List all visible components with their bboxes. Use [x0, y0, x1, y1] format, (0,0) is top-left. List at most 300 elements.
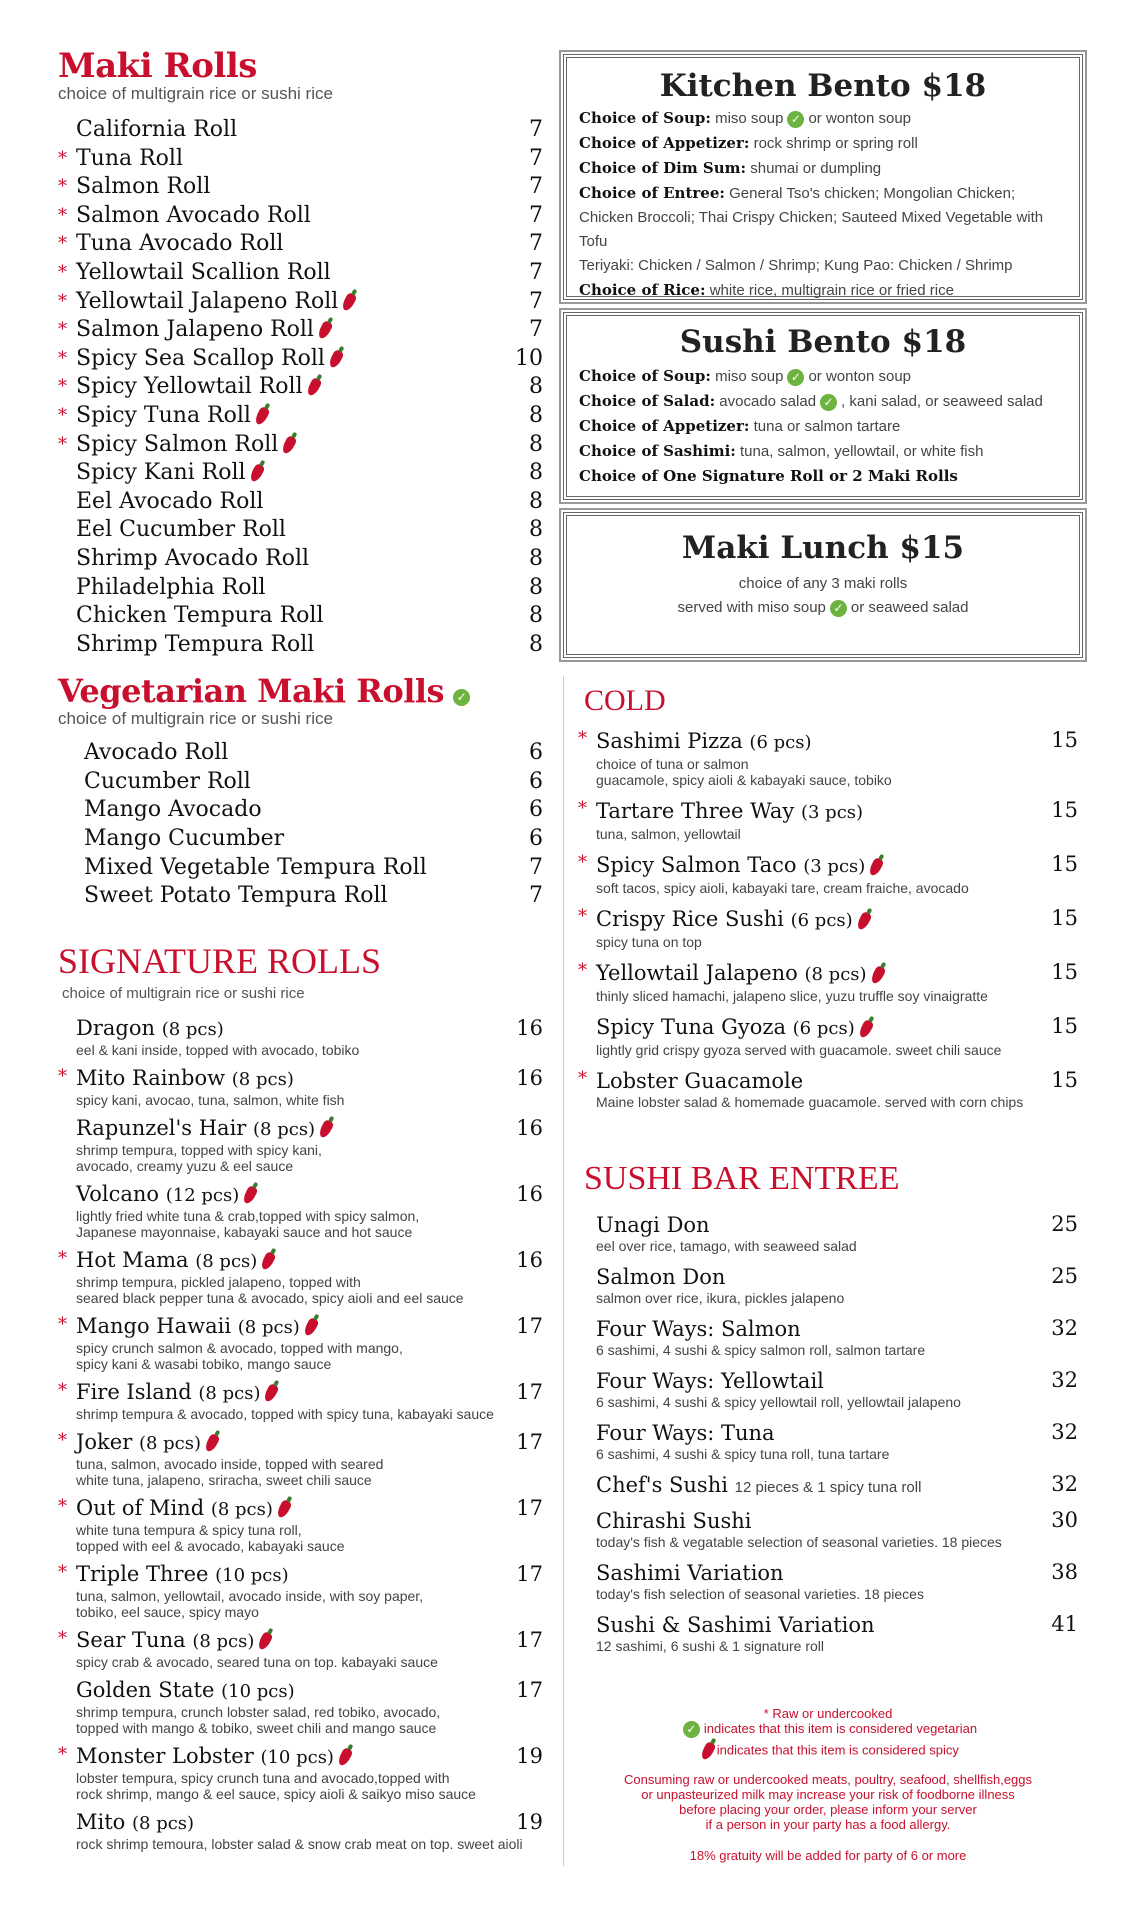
item-description: 6 sashimi, 4 sushi & spicy tuna roll, tuna tartare [596, 1446, 890, 1462]
list-item [58, 1066, 543, 1108]
item-name: Sweet Potato Tempura Roll [84, 883, 388, 909]
list-item [58, 1744, 543, 1802]
item-title [76, 1744, 543, 1770]
chili-pepper-icon [857, 1018, 874, 1039]
list-item [58, 1380, 543, 1422]
item-name: Chirashi Sushi [596, 1509, 752, 1533]
item-name: Sashimi Variation [596, 1561, 784, 1585]
cold-list [578, 728, 1078, 1110]
item-pcs: (3 pcs) [800, 802, 864, 823]
veg-title: Vegetarian Maki Rolls [58, 672, 445, 711]
item-description: salmon over rice, ikura, pickles jalapeno [596, 1290, 845, 1306]
item-name: Sear Tuna [76, 1627, 186, 1652]
bento-label: Choice of Dim Sum: [579, 159, 747, 177]
chili-pepper-icon [248, 463, 265, 484]
item-name: Mango Hawaii [76, 1313, 232, 1338]
item-title [596, 798, 1078, 826]
item-name: Mixed Vegetable Tempura Roll [84, 854, 427, 880]
item-description: topped with eel & avocado, kabayaki sauce [76, 1537, 345, 1554]
sushi-bento-title: Sushi Bento $18 [679, 324, 967, 360]
item-title [76, 1628, 543, 1654]
item-name: Tuna Roll [76, 145, 184, 171]
raw-star: * [578, 1068, 587, 1089]
item-price: 7 [529, 174, 543, 200]
item-description: Japanese mayonnaise, kabayaki sauce and hot sauce [76, 1223, 413, 1240]
item-price: 19 [516, 1809, 543, 1834]
item-name: Yellowtail Scallion Roll [76, 259, 331, 285]
item-price: 25 [1051, 1264, 1078, 1288]
item-title [596, 960, 1078, 988]
item-price: 17 [516, 1379, 543, 1404]
bento-label: Choice of Appetizer: [579, 134, 750, 152]
list-item [58, 1314, 543, 1372]
bento-label: Choice of Rice: [579, 281, 706, 299]
list-item [58, 402, 543, 431]
item-description: choice of tuna or salmon [596, 756, 749, 772]
item-title [596, 1264, 1078, 1290]
item-name: Salmon Don [596, 1265, 726, 1289]
item-price: 17 [516, 1429, 543, 1454]
item-description: tuna, salmon, avocado inside, topped with seared [76, 1455, 384, 1472]
item-price: 7 [529, 231, 543, 257]
raw-star: * [58, 376, 67, 398]
item-name: Spicy Yellowtail Roll [76, 374, 303, 400]
list-item [578, 1212, 1078, 1254]
chili-pepper-icon [281, 434, 298, 455]
item-price: 17 [516, 1495, 543, 1520]
chili-pepper-icon [869, 964, 886, 985]
item-description: lightly grid crispy gyoza served with guacamole. sweet chili sauce [596, 1042, 1002, 1058]
item-title [76, 1562, 543, 1588]
chili-pepper-icon [855, 910, 872, 931]
item-price: 8 [529, 402, 543, 428]
bento-label: Choice of One Signature Roll or 2 Maki Rolls [579, 467, 958, 485]
item-pcs: (8 pcs) [237, 1316, 300, 1338]
maki-lunch-line2a: served with miso soup [677, 599, 826, 616]
item-name: California Roll [76, 117, 238, 142]
raw-star: * [58, 1743, 67, 1765]
item-price: 15 [1051, 906, 1078, 930]
item-price: 16 [516, 1015, 543, 1040]
chili-pepper-icon [327, 348, 344, 369]
maki-title: Maki Rolls [58, 46, 257, 86]
chili-pepper-icon [336, 1747, 353, 1768]
item-name: Unagi Don [596, 1213, 710, 1237]
item-name: Golden State [76, 1677, 215, 1702]
legend [578, 1706, 1078, 1863]
item-name: Spicy Salmon Roll [76, 431, 279, 457]
legend-spicy [578, 1742, 1078, 1760]
item-description: lobster tempura, spicy crunch tuna and avocado,topped with [76, 1769, 450, 1786]
item-name: Out of Mind [76, 1495, 205, 1520]
list-item [58, 145, 543, 174]
item-description: spicy kani, avocao, tuna, salmon, white fish [76, 1091, 345, 1108]
item-title [76, 1066, 543, 1092]
list-item [58, 116, 543, 145]
chili-pepper-icon [341, 291, 358, 312]
raw-star: * [58, 1379, 67, 1401]
item-pcs: (6 pcs) [749, 732, 812, 753]
item-price: 8 [529, 603, 543, 629]
item-name: Spicy Tuna Roll [76, 402, 251, 428]
bento-label: Choice of Salad: [579, 392, 716, 410]
gratuity-note: 18% gratuity will be added for party of 6 or more [689, 1848, 967, 1864]
item-name: Yellowtail Jalapeno [596, 961, 798, 985]
item-name: Volcano [76, 1181, 160, 1206]
raw-star: * [58, 1313, 67, 1335]
item-title [76, 1314, 543, 1340]
item-title [596, 1068, 1078, 1094]
item-name: Spicy Tuna Gyoza [596, 1015, 786, 1039]
check-circle-icon: ✓ [820, 394, 837, 411]
list-item [58, 631, 543, 660]
bento-label: Choice of Soup: [579, 109, 711, 127]
item-price: 7 [529, 288, 543, 314]
bento-text: miso soup [715, 368, 784, 385]
chili-pepper-icon [263, 1383, 280, 1404]
list-item [58, 574, 543, 603]
check-circle-icon: ✓ [683, 1721, 700, 1738]
check-circle-icon: ✓ [453, 689, 470, 706]
item-name: Joker [76, 1429, 133, 1454]
sushi-bento-box [563, 312, 1083, 500]
list-item [578, 1612, 1078, 1654]
maki-lunch-box [563, 512, 1083, 658]
item-name: Mango Cucumber [84, 826, 285, 852]
maki-lunch-line2b: or seaweed salad [850, 599, 969, 616]
maki-subtitle: choice of multigrain rice or sushi rice [58, 84, 333, 103]
item-price: 16 [516, 1181, 543, 1206]
item-price: 19 [516, 1743, 543, 1768]
list-item [58, 459, 543, 488]
item-price: 15 [1051, 1014, 1078, 1038]
item-title [76, 1430, 543, 1456]
list-item [58, 516, 543, 545]
list-item [58, 230, 543, 259]
raw-star: * [58, 1065, 67, 1087]
item-price: 8 [529, 488, 543, 514]
item-price: 7 [529, 317, 543, 343]
item-price: 25 [1051, 1212, 1078, 1236]
item-name: Shrimp Tempura Roll [76, 631, 315, 657]
entree-list [578, 1212, 1078, 1654]
item-name: Shrimp Avocado Roll [76, 545, 310, 571]
item-name: Eel Avocado Roll [76, 488, 264, 514]
item-description: today's fish selection of seasonal varieties. 18 pieces [596, 1586, 924, 1602]
maki-lunch-title: Maki Lunch $15 [681, 530, 965, 566]
list-item [58, 488, 543, 517]
bento-text: white rice, multigrain rice or fried rice [709, 282, 954, 299]
list-item [58, 1810, 543, 1852]
raw-star: * [58, 261, 67, 283]
item-price: 8 [529, 631, 543, 657]
list-item [578, 852, 1078, 896]
item-description: avocado, creamy yuzu & eel sauce [76, 1157, 294, 1174]
item-pcs: (6 pcs) [792, 1018, 855, 1039]
list-item [58, 1182, 543, 1240]
item-price: 6 [529, 797, 543, 823]
item-title [76, 1496, 543, 1522]
item-title [76, 1116, 543, 1142]
cold-title: COLD [584, 684, 666, 717]
item-name: Hot Mama [76, 1247, 189, 1272]
chili-pepper-icon [868, 856, 885, 877]
item-pcs: (8 pcs) [253, 1118, 316, 1140]
item-description: shrimp tempura, crunch lobster salad, red tobiko, avocado, [76, 1703, 441, 1720]
item-name: Spicy Salmon Taco [596, 853, 797, 877]
item-title [596, 1368, 1078, 1394]
item-price: 32 [1051, 1316, 1078, 1340]
item-name: Mango Avocado [84, 797, 262, 823]
list-item [58, 1248, 543, 1306]
item-name: Avocado Roll [84, 740, 229, 766]
item-description: today's fish & vegatable selection of seasonal varieties. 18 pieces [596, 1534, 1002, 1550]
item-pcs: (8 pcs) [192, 1630, 255, 1652]
list-item [58, 259, 543, 288]
item-name: Crispy Rice Sushi [596, 907, 784, 931]
raw-star: * [58, 1561, 67, 1583]
list-item [58, 1430, 543, 1488]
item-title [76, 1810, 543, 1836]
raw-star: * [58, 1495, 67, 1517]
raw-star: * [58, 1429, 67, 1451]
item-name: Rapunzel's Hair [76, 1115, 247, 1140]
item-description: thinly sliced hamachi, jalapeno slice, yuzu truffle soy vinaigratte [596, 988, 988, 1004]
list-item [58, 173, 543, 202]
list-item [66, 768, 543, 797]
item-description: eel over rice, tamago, with seaweed salad [596, 1238, 857, 1254]
bento-line [579, 278, 1067, 303]
list-item [66, 882, 543, 911]
item-name: Philadelphia Roll [76, 574, 266, 600]
list-item [58, 1116, 543, 1174]
item-title [596, 1420, 1078, 1446]
item-price: 15 [1051, 798, 1078, 822]
bento-line [579, 181, 1067, 206]
check-circle-icon: ✓ [787, 369, 804, 386]
item-price: 30 [1051, 1508, 1078, 1532]
item-name: Salmon Avocado Roll [76, 202, 311, 228]
item-title [596, 1472, 1078, 1498]
bento-text: tuna or salmon tartare [753, 418, 901, 435]
bento-text: General Tso's chicken; Mongolian Chicken; [729, 185, 1016, 202]
item-price: 7 [529, 259, 543, 285]
item-description: spicy crunch salmon & avocado, topped with mango, [76, 1339, 403, 1356]
item-description: tuna, salmon, yellowtail, avocado inside, with soy paper, [76, 1587, 424, 1604]
item-description: shrimp tempura, pickled jalapeno, topped with [76, 1273, 361, 1290]
item-title [76, 1248, 543, 1274]
list-item [58, 431, 543, 460]
item-price: 15 [1051, 960, 1078, 984]
item-pcs: (10 pcs) [215, 1564, 289, 1586]
item-price: 7 [529, 883, 543, 909]
list-item [58, 1016, 543, 1058]
item-price: 17 [516, 1677, 543, 1702]
item-description: seared black pepper tuna & avocado, spicy aioli and eel sauce [76, 1289, 464, 1306]
item-pcs: (12 pcs) [165, 1184, 240, 1206]
item-title [596, 852, 1078, 880]
bento-line [579, 131, 1067, 156]
raw-star: * [578, 798, 587, 819]
item-name: Triple Three [76, 1561, 209, 1586]
bento-text: shumai or dumpling [750, 160, 882, 177]
item-name: Four Ways: Salmon [596, 1317, 801, 1341]
legend-spicy-text: indicates that this item is considered spicy [716, 1742, 959, 1758]
bento-line [579, 106, 1067, 131]
item-pcs: (8 pcs) [804, 964, 867, 985]
item-description: topped with mango & tobiko, sweet chili and mango sauce [76, 1719, 437, 1736]
raw-star: * [58, 290, 67, 312]
list-item [58, 202, 543, 231]
item-name: Monster Lobster [76, 1743, 254, 1768]
item-description: tobiko, eel sauce, spicy mayo [76, 1603, 259, 1620]
signature-subtitle: choice of multigrain rice or sushi rice [62, 984, 305, 1002]
list-item [578, 1420, 1078, 1462]
bento-line [579, 414, 1067, 439]
item-description: 12 sashimi, 6 sushi & 1 signature roll [596, 1638, 824, 1654]
item-name: Chef's Sushi [596, 1473, 728, 1497]
bento-label: Choice of Appetizer: [579, 417, 750, 435]
veg-header [58, 673, 543, 709]
chili-pepper-icon [260, 1251, 277, 1272]
raw-star: * [58, 233, 67, 255]
list-item [58, 545, 543, 574]
raw-star: * [578, 960, 587, 981]
item-pcs: (8 pcs) [132, 1812, 195, 1834]
item-price: 6 [529, 768, 543, 794]
bento-label: Choice of Sashimi: [579, 442, 736, 460]
item-price: 10 [515, 345, 543, 371]
item-price: 32 [1051, 1368, 1078, 1392]
list-item [578, 1014, 1078, 1058]
item-price: 41 [1051, 1612, 1078, 1636]
item-price: 8 [529, 431, 543, 457]
chili-pepper-icon [700, 1741, 717, 1762]
chili-pepper-icon [257, 1631, 274, 1652]
item-description: soft tacos, spicy aioli, kabayaki tare, cream fraiche, avocado [596, 880, 969, 896]
raw-star: * [578, 906, 587, 927]
item-name: Yellowtail Jalapeno Roll [76, 288, 339, 314]
item-pcs: (10 pcs) [260, 1746, 334, 1768]
item-price: 6 [529, 826, 543, 852]
item-price: 8 [529, 517, 543, 543]
item-description: 6 sashimi, 4 sushi & spicy salmon roll, salmon tartare [596, 1342, 926, 1358]
item-price: 7 [529, 202, 543, 228]
item-name: Mito [76, 1809, 126, 1834]
bento-text: Teriyaki: Chicken / Salmon / Shrimp; Kung Pao: Chicken / Shrimp [579, 257, 1013, 274]
item-name: Mito Rainbow [76, 1065, 226, 1090]
item-name: Chicken Tempura Roll [76, 603, 324, 629]
list-item [58, 602, 543, 631]
item-pcs: (3 pcs) [803, 856, 866, 877]
item-name: Tartare Three Way [596, 799, 795, 823]
item-name: Fire Island [76, 1379, 192, 1404]
item-name: Sushi & Sashimi Variation [596, 1613, 875, 1637]
list-item [66, 796, 543, 825]
item-description: white tuna tempura & spicy tuna roll, [76, 1521, 302, 1538]
item-price: 15 [1051, 852, 1078, 876]
warning-line: or unpasteurized milk may increase your risk of foodborne illness [641, 1787, 1015, 1803]
check-circle-icon: ✓ [830, 600, 847, 617]
bento-text: avocado salad [719, 393, 817, 410]
item-name: Four Ways: Tuna [596, 1421, 775, 1445]
item-price: 16 [516, 1247, 543, 1272]
item-description: spicy kani & wasabi tobiko, mango sauce [76, 1355, 332, 1372]
item-name: Dragon [76, 1015, 156, 1040]
list-item [58, 1562, 543, 1620]
item-price: 7 [529, 117, 543, 142]
item-title [596, 1508, 1078, 1534]
item-description: rock shrimp temoura, lobster salad & snow crab meat on top. sweet aioli [76, 1835, 523, 1852]
item-description: guacamole, spicy aioli & kabayaki sauce, tobiko [596, 772, 892, 788]
item-price: 8 [529, 460, 543, 486]
item-description: Maine lobster salad & homemade guacamole. served with corn chips [596, 1094, 1024, 1110]
item-price: 8 [529, 374, 543, 400]
item-title [596, 1612, 1078, 1638]
bento-line [579, 156, 1067, 181]
item-description: 6 sashimi, 4 sushi & spicy yellowtail roll, yellowtail jalapeno [596, 1394, 961, 1410]
item-price: 15 [1051, 1068, 1078, 1092]
entree-title: SUSHI BAR ENTREE [584, 1160, 900, 1197]
item-price: 15 [1051, 728, 1078, 752]
item-name: Lobster Guacamole [596, 1069, 804, 1093]
list-item [578, 906, 1078, 950]
list-item [578, 1264, 1078, 1306]
raw-star: * [578, 728, 587, 749]
legend-raw: * Raw or undercooked [763, 1706, 893, 1721]
item-title [596, 1212, 1078, 1238]
list-item [578, 960, 1078, 1004]
item-name: Salmon Roll [76, 174, 211, 200]
entree-section [578, 1160, 1078, 1664]
item-pcs: (8 pcs) [195, 1250, 258, 1272]
list-item [578, 728, 1078, 788]
bento-line [579, 389, 1067, 414]
item-price: 17 [516, 1561, 543, 1586]
item-name: Spicy Sea Scallop Roll [76, 345, 325, 371]
item-price: 7 [529, 145, 543, 171]
item-description: lightly fried white tuna & crab,topped with spicy salmon, [76, 1207, 420, 1224]
list-item [578, 1508, 1078, 1550]
item-name: Spicy Kani Roll [76, 460, 246, 486]
signature-title: SIGNATURE ROLLS [58, 940, 382, 981]
item-description: shrimp tempura & avocado, topped with spicy tuna, kabayaki sauce [76, 1405, 494, 1422]
list-item [578, 1368, 1078, 1410]
list-item [58, 1496, 543, 1554]
raw-star: * [58, 347, 67, 369]
item-title [76, 1016, 543, 1042]
list-item [58, 1678, 543, 1736]
item-price: 6 [529, 740, 543, 766]
item-name: Sashimi Pizza [596, 729, 743, 753]
item-price: 17 [516, 1313, 543, 1338]
list-item [578, 798, 1078, 842]
bento-text: Chicken Broccoli; Thai Crispy Chicken; Sauteed Mixed Vegetable with Tofu [579, 209, 1044, 250]
item-title [596, 906, 1078, 934]
item-price: 16 [516, 1065, 543, 1090]
list-item [578, 1316, 1078, 1358]
item-title [76, 1380, 543, 1406]
raw-star: * [58, 1247, 67, 1269]
item-title [76, 1182, 543, 1208]
item-price: 8 [529, 574, 543, 600]
maki-lunch-line1: choice of any 3 maki rolls [738, 575, 908, 592]
bento-text: rock shrimp or spring roll [753, 135, 918, 152]
warning-line: before placing your order, please inform your server [679, 1802, 977, 1818]
bento-line [579, 206, 1067, 254]
item-name: Tuna Avocado Roll [76, 231, 284, 257]
item-price: 8 [529, 545, 543, 571]
